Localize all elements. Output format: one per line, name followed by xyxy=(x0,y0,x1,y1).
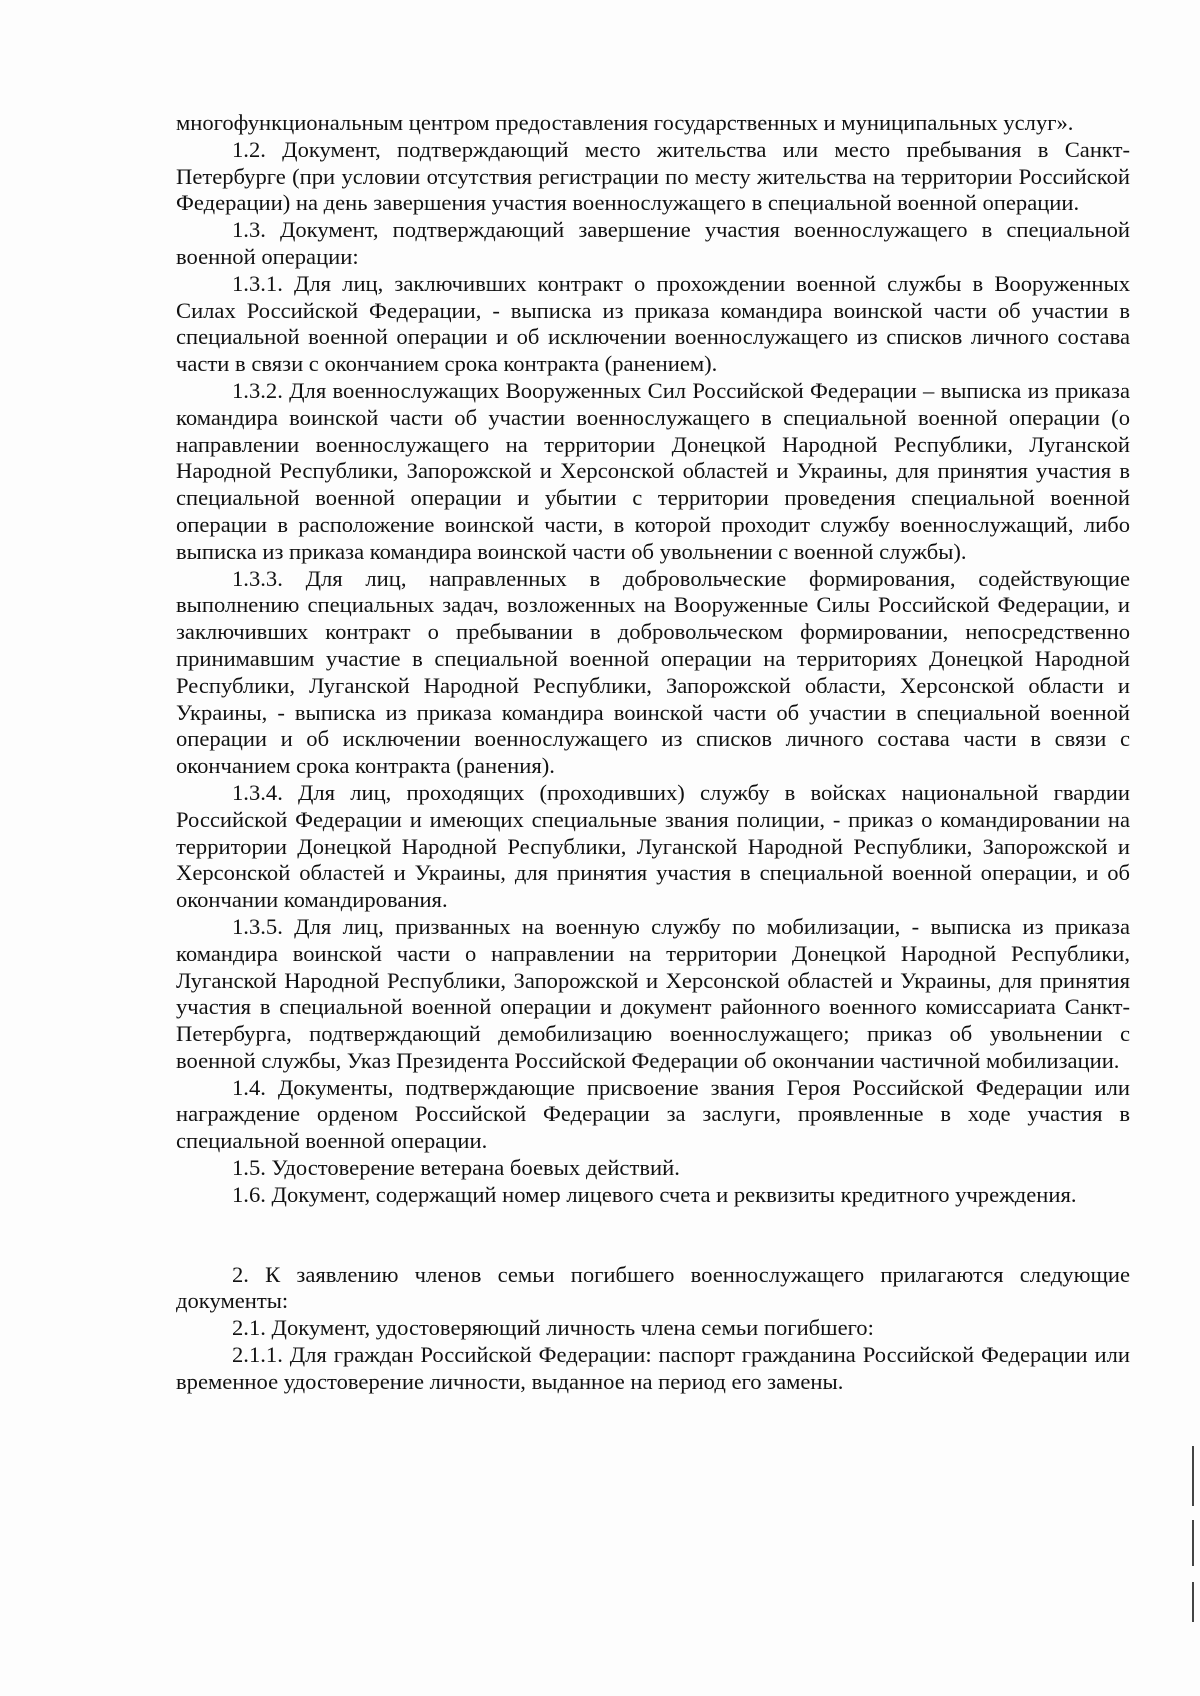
paragraph-2-1-1: 2.1.1. Для граждан Российской Федерации: паспорт гражданина Российской Федерации или временное удостоверение личности, выданное на период его замены. xyxy=(176,1342,1130,1394)
paragraph-continuation: многофункциональным центром предоставления государственных и муниципальных услуг». xyxy=(176,110,1074,135)
paragraph-1-5: 1.5. Удостоверение ветерана боевых действий. xyxy=(232,1155,680,1181)
paragraph-2-1: 2.1. Документ, удостоверяющий личность члена семьи погибшего: xyxy=(232,1315,874,1341)
document-body xyxy=(176,110,1130,1396)
paragraph-1-3-5: 1.3.5. Для лиц, призванных на военную службу по мобилизации, - выписка из приказа командира воинской части о направлении на территории Донецкой Народной Республики, Луганской Народной Республики, Запорожской и Херсонской областей и Украины, для принятия участия в специальной военной операции и документ районного военного комиссариата Санкт-Петербурга, подтверждающий демобилизацию военнослужащего; приказ об увольнении с военной службы, Указ Президента Российской Федерации об окончании частичной мобилизации. xyxy=(176,913,1130,1073)
paragraph-1-3-1: 1.3.1. Для лиц, заключивших контракт о прохождении военной службы в Вооруженных Силах Российской Федерации, - выписка из приказа командира воинской части об участии в специальной военной операции и об исключении военнослужащего из списков личного состава части в связи с окончанием срока контракта (ранением). xyxy=(176,270,1130,377)
paragraph-1-3-4: 1.3.4. Для лиц, проходящих (проходивших) службу в войсках национальной гвардии Российской Федерации и имеющих специальные звания полиции, - приказ о командировании на территории Донецкой Народной Республики, Луганской Народной Республики, Запорожской и Херсонской областей и Украины, для принятия участия в специальной военной операции, и об окончании командирования. xyxy=(176,779,1130,913)
paragraph-2: 2. К заявлению членов семьи погибшего военнослужащего прилагаются следующие документы: xyxy=(176,1261,1130,1314)
scan-edge-mark xyxy=(1192,1446,1194,1506)
paragraph-1-3: 1.3. Документ, подтверждающий завершение участия военнослужащего в специальной военной операции: xyxy=(176,217,1130,269)
paragraph-1-4: 1.4. Документы, подтверждающие присвоение звания Героя Российской Федерации или награждение орденом Российской Федерации за заслуги, проявленные в ходе участия в специальной военной операции. xyxy=(176,1074,1130,1154)
paragraph-1-6: 1.6. Документ, содержащий номер лицевого счета и реквизиты кредитного учреждения. xyxy=(232,1181,1077,1207)
scan-edge-mark xyxy=(1192,1582,1194,1622)
scan-edge-marks xyxy=(1192,1446,1195,1636)
paragraph-1-2: 1.2. Документ, подтверждающий место жительства или место пребывания в Санкт-Петербурге (при условии отсутствия регистрации по месту жительства на территории Российской Федерации) на день завершения участия военнослужащего в специальной военной операции. xyxy=(176,136,1130,216)
paragraph-1-3-2: 1.3.2. Для военнослужащих Вооруженных Сил Российской Федерации – выписка из приказа командира воинской части об участии военнослужащего в специальной военной операции (о направлении военнослужащего на территории Донецкой Народной Республики, Луганской Народной Республики, Запорожской и Херсонской областей и Украины, для принятия участия в специальной военной операции и убытии с территории проведения специальной военной операции в расположение воинской части, в которой проходит службу военнослужащий, либо выписка из приказа командира воинской части об увольнении с военной службы). xyxy=(176,377,1130,564)
scan-edge-mark xyxy=(1192,1520,1194,1566)
paragraph-1-3-3: 1.3.3. Для лиц, направленных в добровольческие формирования, содействующие выполнению специальных задач, возложенных на Вооруженные Силы Российской Федерации, и заключивших контракт о пребывании в добровольческом формировании, непосредственно принимавшим участие в специальной военной операции на территориях Донецкой Народной Республики, Луганской Народной Республики, Запорожской области, Херсонской области и Украины, - выписка из приказа командира воинской части об участии в специальной военной операции и об исключении военнослужащего из списков личного состава части в связи с окончанием срока контракта (ранения). xyxy=(176,565,1130,779)
